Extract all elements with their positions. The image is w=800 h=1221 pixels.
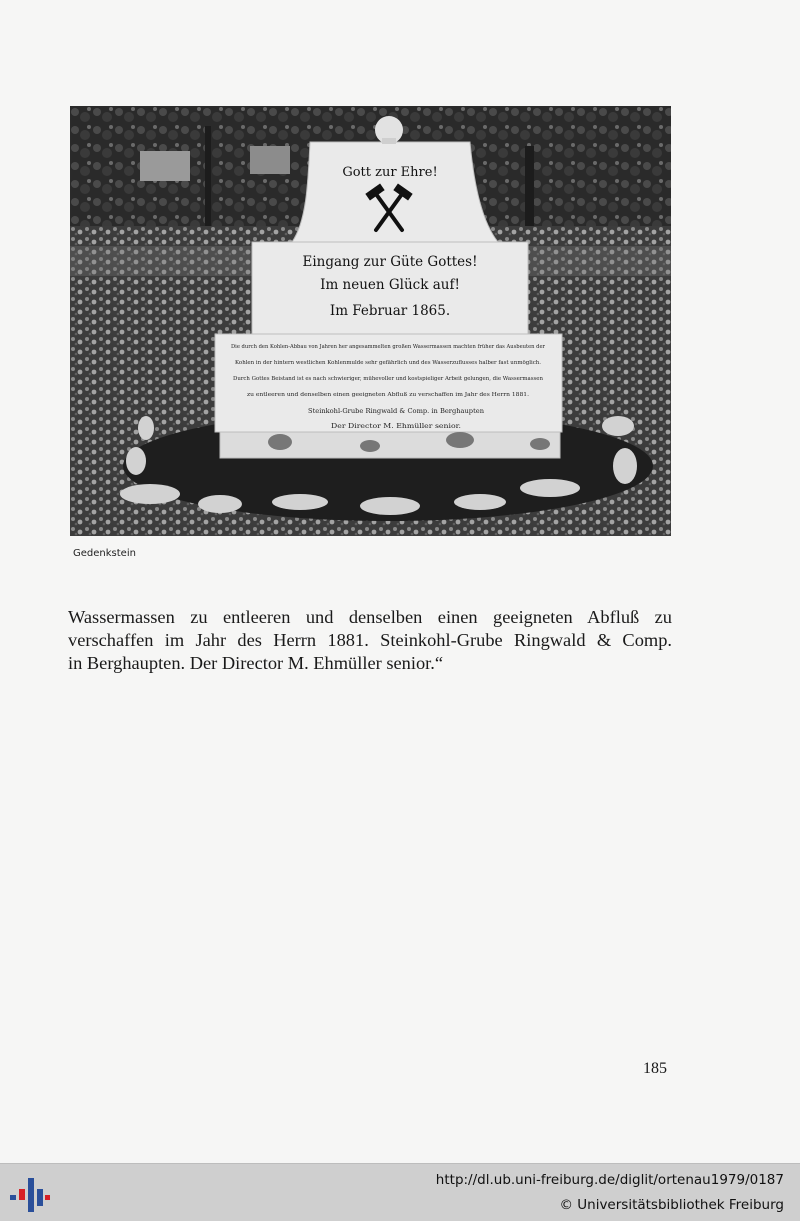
stone-inscription-base-1: Die durch den Kohlen-Abbau von Jahren her angesammelten großen Wassermassen machten früher das Ausbeuten der [231,344,546,350]
stone-inscription-mid-1: Eingang zur Güte Gottes! [302,254,478,270]
body-line: in Berghaupten. Der Director M. Ehmüller senior.“ [68,653,444,673]
source-url[interactable]: http://dl.ub.uni-freiburg.de/diglit/ortenau1979/0187 [435,1172,784,1188]
copyright-notice: © Universitätsbibliothek Freiburg [559,1197,784,1213]
stone-inscription-mid-3: Im Februar 1865. [329,303,451,319]
stone-inscription-base-4: zu entleeren und denselben einen geeigneten Abfluß zu verschaffen im Jahr des Herrn 1881. [247,392,530,398]
memorial-stone-photo [70,106,671,536]
photo-caption: Gedenkstein [73,548,136,559]
stone-inscription-mid-2: Im neuen Glück auf! [320,277,460,293]
body-line: Wassermassen zu entleeren und denselben einen geeigneten Abfluß zu [68,607,672,627]
stone-inscription-base-2: Kohlen in der hintern westlichen Kohlenmulde sehr gefährlich und des Wasserzuflusses halber fast unmöglich. [235,360,542,366]
body-line: verschaffen im Jahr des Herrn 1881. Steinkohl-Grube Ringwald & Comp. [68,630,672,650]
page-number: 185 [643,1060,667,1077]
university-library-logo-icon [10,1174,50,1214]
stone-inscription-base-5: Steinkohl-Grube Ringwald & Comp. in Berghaupten [308,407,485,415]
stone-inscription-base-6: Der Director M. Ehmüller senior. [331,422,461,430]
stone-inscription-top: Gott zur Ehre! [342,165,438,180]
stone-inscription-base-3: Durch Gottes Beistand ist es nach schwieriger, mühevoller und kostspieliger Arbeit gelungen, die Wassermassen [233,376,544,382]
body-paragraph [68,606,672,675]
viewer-footer [0,1163,800,1221]
